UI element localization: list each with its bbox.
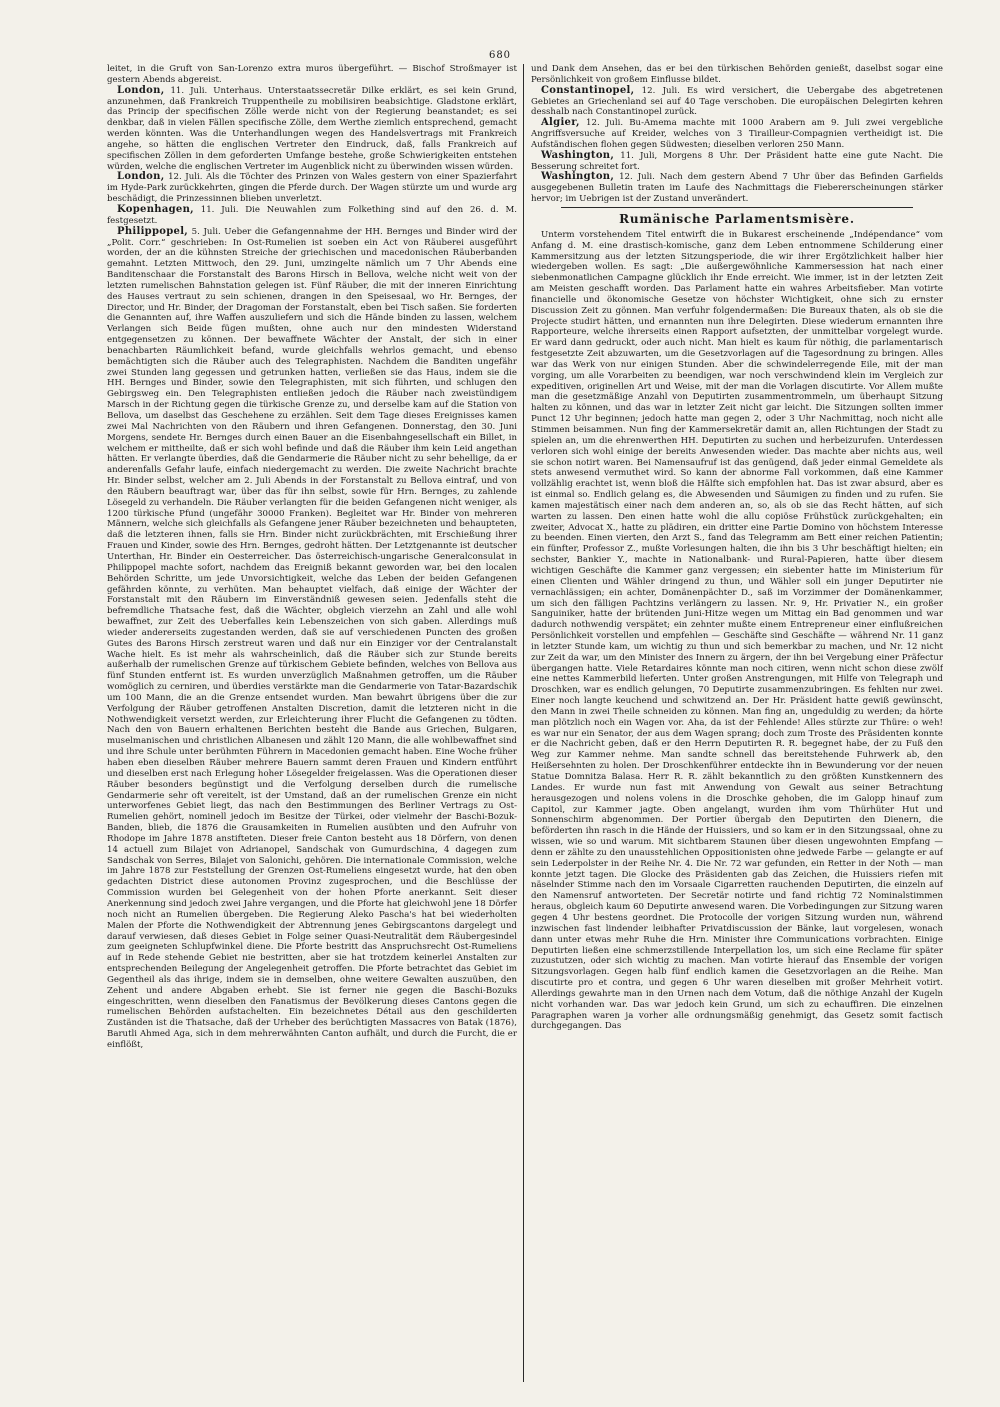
news-item [531, 118, 943, 151]
dateline: Kopenhagen, [117, 203, 194, 215]
dateline: Philippopel, [117, 225, 189, 237]
article-text: 5. Juli. Ueber die Gefangennahme der HH. Bernges und Binder wird der „Polit. Corr.“ geschrieben: In Ost-Rumelien ist soeben ein Act von Räuberei ausgeführt worden, der an die kühnsten Streiche der griechischen und macedonischen Räuberbanden gemahnt. Letzten Mittwoch, den 29. Juni, umzingelte nämlich um 7 Uhr Abends eine Banditenschaar die Forstanstalt des Barons Hirsch in Bellova, welche nicht weit von der letzten rumelischen Bahnstation gelegen ist. Fünf Räuber, die mit der inneren Einrichtung des Hauses vertraut zu sein schienen, drangen in den Speisesaal, wo Hr. Bernges, der Director, und Hr. Binder, der Dragoman der Forstanstalt, eben bei Tisch saßen. Sie forderten die Genannten auf, ihre Waffen auszuliefern und sich die Hände binden zu lassen, welchem Verlangen sich Beide fügen mußten, ohne auch nur den mindesten Widerstand entgegensetzen zu können. Der bewaffnete Wächter der Anstalt, der sich in einer benachbarten Räumlichkeit befand, wurde gleichfalls wehrlos gemacht, und ebenso bemächtigten sich die Räuber auch des Telegraphisten. Nachdem die Banditen ungefähr zwei Stunden lang gegessen und getrunken hatten, verließen sie das Haus, indem sie die HH. Bernges und Binder, sowie den Telegraphisten, mit sich führten, und schlugen den Gebirgsweg ein. Den Telegraphisten entließen jedoch die Räuber nach zweistündigem Marsch in der Richtung gegen die türkische Grenze zu, und derselbe kam auf die Station von Bellova, um daselbst das Geschehene zu erzählen. Seit dem Tage dieses Ereignisses kamen zwei Mal Nachrichten von den Räubern und ihren Gefangenen. Donnerstag, den 30. Juni Morgens, sendete Hr. Bernges durch einen Bauer an die Eisenbahngesellschaft ein Billet, in welchem er mittheilte, daß er sich wohl befinde und daß die Räuber ihm kein Leid angethan hätten. Er verlangte überdies, daß die Gendarmerie die Räuber nicht zu sehr behellige, da er anderenfalls Gefahr laufe, einfach niedergemacht zu werden. Die zweite Nachricht brachte Hr. Binder selbst, welcher am 2. Juli Abends in der Forstanstalt zu Bellova eintraf, und von den Räubern beauftragt war, über das für ihn selbst, sowie für Hrn. Bernges, zu zahlende Lösegeld zu verhandeln. Die Räuber verlangten für die beiden Gefangenen nicht weniger, als 1200 türkische Pfund (ungefähr 30000 Franken). Begleitet war Hr. Binder von mehreren Männern, welche sich gleichfalls als Gefangene jener Räuber bezeichneten und behaupteten, daß die letzteren ihnen, falls sie Hrn. Binder nicht zurückbrächten, mit Erschießung ihrer Frauen und Kinder, sowie des Hrn. Bernges, gedroht hätten. Der Letztgenannte ist deutscher Unterthan, Hr. Binder ein Oesterreicher. Das österreichisch-ungarische Generalconsulat in Philippopel machte sofort, nachdem das Ereigniß bekannt geworden war, bei den localen Behörden Schritte, um jede Unvorsichtigkeit, welche das Leben der beiden Gefangenen gefährden könnte, zu verhüten. Man behauptet vielfach, daß einige der Wächter der Forstanstalt mit den Räubern im Einverständniß gewesen seien. Jedenfalls steht die befremdliche Thatsache fest, daß die Wächter, obgleich vierzehn an Zahl und alle wohl bewaffnet, zur Zeit des Ueberfalles kein Lebenszeichen von sich gaben. Allerdings muß wieder andererseits zugestanden werden, daß sie auf verschiedenen Puncten des großen Gutes des Barons Hirsch zerstreut waren und daß nur ein Einziger vor der Centralanstalt Wache hielt. Es ist mehr als wahrscheinlich, daß die Räuber sich zur Stunde bereits außerhalb der rumelischen Grenze auf türkischem Gebiete befinden, welches von Bellova aus fünf Stunden entfernt ist. Es wurden unverzüglich Maßnahmen getroffen, um die Räuber womöglich zu cerniren, und überdies verstärkte man die Gendarmerie von Tatar-Bazardschik um 100 Mann, die an die Grenze entsendet wurden. Man bewahrt übrigens über die zur Verfolgung der Räuber getroffenen Anstalten Discretion, damit die letzteren nicht in die Nothwendigkeit versetzt werden, zur Erleichterung ihrer Flucht die Gefangenen zu tödten. Nach den von Bauern erhaltenen Berichten besteht die Bande aus Griechen, Bulgaren, muselmanischen und christlichen Albanesen und zählt 120 Mann, die alle wohlbewaffnet sind und ihre Schule unter berühmten Führern in Macedonien gemacht haben. Eine Woche früher haben eben dieselben Räuber mehrere Bauern sammt deren Frauen und Kindern entführt und dieselben erst nach Erlegung hoher Lösegelder freigelassen. Was die Operationen dieser Räuber besonders begünstigt und die Verfolgung derselben durch die rumelische Gendarmerie sehr oft vereitelt, ist der Umstand, daß an der rumelischen Grenze ein nicht unterworfenes Gebiet liegt, das nach den Bestimmungen des Berliner Vertrags zu Ost-Rumelien gehört, nominell jedoch im Besitze der Türkei, oder vielmehr der Baschi-Bozuk-Banden, blieb, die 1876 die Grausamkeiten in Rumelien ausübten und den Aufruhr von Rhodope im Jahre 1878 anstifteten. Dieser freie Canton besteht aus 18 Dörfern, von denen 14 actuell zum Bilajet von Adrianopel, Sandschak von Gumurdschina, 4 dagegen zum Sandschak von Serres, Bilajet von Salonichi, gehören. Die internationale Commission, welche im Jahre 1878 zur Feststellung der Grenzen Ost-Rumeliens eingesetzt wurde, hat den oben gedachten District diese autonomen Provinz zugesprochen, und die Beschlüsse der Commission wurden bei Gelegenheit von der hohen Pforte anerkannt. Seit dieser Anerkennung sind jedoch zwei Jahre vergangen, und die Pforte hat gleichwohl jene 18 Dörfer noch nicht an Rumelien übergeben. Die Regierung Aleko Pascha's hat bei wiederholten Malen der Pforte die Nothwendigkeit der Abtrennung jenes Gebirgscantons dargelegt und darauf verwiesen, daß dieses Gebiet in Folge seiner Quasi-Neutralität dem Räubergesindel zum geeigneten Schlupfwinkel diene. Die Pforte bestritt das Anspruchsrecht Ost-Rumeliens auf in Rede stehende Gebiet nie bestritten, aber sie hat trotzdem keinerlei Anstalten zur entsprechenden Beilegung der Angelegenheit getroffen. Die Pforte betrachtet das Gebiet im Gegentheil als das ihrige, indem sie in demselben, ohne weitere Gewalten auszuüben, den Zehent und andere Abgaben erhebt. Sie ist ferner nie gegen die Baschi-Bozuks eingeschritten, wenn dieselben den Fanatismus der Bevölkerung dieses Cantons gegen die rumelischen Behörden aufstachelten. Ein bezeichnetes Détail aus den geschilderten Zuständen ist die Thatsache, daß der Urheber des berüchtigten Massacres von Batak (1876), Barutli Ahmed Aga, sich in dem mehrerwähnten Canton aufhält, und durch die Furcht, die er einflößt, [107, 226, 517, 1050]
article-text: 11. Juli. Die Neuwahlen zum Folkething sind auf den 26. d. M. festgesetzt. [107, 204, 517, 226]
article-text: 12. Juli. Als die Töchter des Prinzen von Wales gestern von einer Spazierfahrt im Hyde-Park zurückkehrten, gingen die Pferde durch. Der Wagen stürzte um und wurde arg beschädigt, die Prinzessinnen blieben unverletzt. [107, 172, 517, 205]
dateline: Constantinopel, [541, 84, 635, 96]
news-item [107, 86, 517, 173]
news-item [107, 205, 517, 227]
dateline: London, [117, 171, 165, 183]
column-divider [523, 64, 524, 1382]
article-text: 12. Juli. Bu-Amema machte mit 1000 Arabern am 9. Juli zwei vergebliche Angriffsversuche auf Kreider, welches von 3 Tirailleur-Compagnien vertheidigt ist. Die Aufständischen flohen gegen Südwesten; dieselben verloren 250 Mann. [531, 118, 943, 150]
news-item [107, 227, 517, 1051]
article-text: und Dank dem Ansehen, das er bei den türkischen Behörden genießt, daselbst sogar eine Persönlichkeit von großem Einflusse bildet. [531, 64, 943, 85]
article-text: 12. Juli. Nach dem gestern Abend 7 Uhr über das Befinden Garfields ausgegebenen Bulletin traten im Laufe des Nachmittags die Fiebererscheinungen stärker hervor; im Uebrigen ist der Zustand unverändert. [531, 172, 943, 205]
feuilleton-text: Unterm vorstehendem Titel entwirft die in Bukarest erscheinende „Indépendance“ vom Anfang d. M. eine drastisch-komische, ganz dem Leben entnommene Schilderung einer Kammersitzung aus der letzten Sitzungsperiode, die wir ihrer Ergötzlichkeit halber hier wiedergeben wollen. Es sagt: „Die außergewöhnliche Kammersession hat nach einer siebenmonatlichen Campagne glücklich ihr Ende erreicht. Wie immer, ist in der letzten Zeit am Meisten geschafft worden. Das Parlament hatte ein wahres Arbeitsfieber. Man votirte financielle und ökonomische Gesetze von höchster Wichtigkeit, ohne sich zu ernster Discussion Zeit zu gönnen. Man verfuhr folgendermaßen: Die Bureaux thaten, als ob sie die Projecte studirt hätten, und ernannten nun ihre Delegirten. Diese wiederum ernannten ihre Rapporteure, welche ihrerseits einen Rapport aufsetzten, der unmittelbar vorgelegt wurde. Er ward dann gedruckt, oder auch nicht. Man hielt es kaum für nöthig, die parlamentarisch festgesetzte Zeit abzuwarten, um die Gesetzvorlagen auf die Tagesordnung zu bringen. Alles war das Werk von nur einigen Stunden. Aber die schwindelerregende Eile, mit der man vorging, um alle Vorarbeiten zu beendigen, war noch verschwindend klein im Vergleich zur expeditiven, originellen Art und Weise, mit der man die Vorlagen discutirte. Vor Allem mußte man die gesetzmäßige Anzahl von Deputirten zusammentrommeln, um überhaupt Sitzung halten zu können, und das war in letzter Zeit nicht gar leicht. Die Sitzungen sollten immer Punct 12 Uhr beginnen; jedoch hatte man gegen 2, oder 3 Uhr Nachmittag, noch nicht alle Stimmen beisammen. Nun fing der Kammersekretär damit an, allen Richtungen der Stadt zu spielen an, um die ehrenwerthen HH. Deputirten zu suchen und herbeizurufen. Unterdessen verloren sich wohl einige der bereits Anwesenden wieder. Das machte aber nichts aus, weil sie schon notirt waren. Bei Namensaufruf ist das genügend, daß jeder einmal Gemeldete als stets anwesend vermuthet wird. So kann der abnorme Fall vorkommen, daß eine Kammer vollzählig erachtet ist, wenn bloß die Hälfte sich empfohlen hat. Das ist zwar absurd, aber es ist einmal so. Endlich gelang es, die Abwesenden und Säumigen zu finden und zu rufen. Sie kamen majestätisch einer nach dem anderen an, so, als ob sie das Recht hätten, auf sich warten zu lassen. Den einen hatte wohl die allu copiöse Frühstück zurückgehalten; ein zweiter, Advocat X., hatte zu plädiren, ein dritter eine Partie Domino von höchstem Interesse zu beenden. Einen vierten, den Arzt S., fand das Telegramm am Bett einer reichen Patientin; ein fünfter, Professor Z., mußte Vorlesungen halten, die ihn bis 3 Uhr beschäftigt hielten; ein sechster, Bankier Y., machte in Nationalbank- und Rural-Papieren, hatte über diesem wichtigen Geschäfte die Kammer ganz vergessen; ein siebenter hatte im Ministerium für einen Clienten und Wähler dringend zu thun, und Wähler soll ein junger Deputirter nie vernachlässigen; ein achter, Domänenpächter D., saß im Vorzimmer der Domänenkammer, um sich den fälligen Pachtzins verlängern zu lassen. Nr. 9, Hr. Privatier N., ein großer Sanguiniker, hatte der brütenden Juni-Hitze wegen um Mittag ein Bad genommen und war dadurch nothwendig verspätet; ein zehnter mußte einem Entrepreneur einer einflußreichen Persönlichkeit vorstellen und empfehlen — Geschäfte sind Geschäfte — während Nr. 11 ganz in letzter Stunde kam, um wichtig zu thun und sich bemerkbar zu machen, und Nr. 12 nicht zur Zeit da war, um den Minister des Innern zu ärgern, der ihn bei Vergebung einer Präfectur übergangen hatte. Viele Retardaires könnte man noch citiren, wenn nicht schon diese zwölf eine nettes Kammerbild lieferten. Unter großen Anstrengungen, mit Hilfe von Telegraph und Droschken, war es endlich gelungen, 70 Deputirte zusammenzubringen. Es fehlten nur zwei. Einer noch langte keuchend und schwitzend an. Der Hr. Präsident hatte gewiß gewünscht, den Mann in zwei Theile schneiden zu können. Man fing an, ungeduldig zu werden; da hörte man plötzlich noch ein Wagen vor. Aha, da ist der Fehlende! Alles stürzte zur Thüre: o weh! es war nur ein Senator, der aus dem Wagen sprang; doch zum Troste des Präsidenten konnte er die Nachricht geben, daß er den Herrn Deputirten R. R. begegnet habe, der zu Fuß den Weg zur Kammer nehme. Man sandte schnell das bereitstehende Fuhrwerk ab, den Heißersehnten zu holen. Der Droschkenführer entdeckte ihn in Bewunderung vor der neuen Statue Domnitza Balasa. Herr R. R. zählt bekanntlich zu den größten Kunstkennern des Landes. Er wurde nun fast mit Anwendung von Gewalt aus seiner Betrachtung herausgezogen und nolens volens in die Droschke gehoben, die im Galopp hinauf zum Capitol, zur Kammer jagte. Oben angelangt, wurden ihm vom Thürhüter Hut und Sonnenschirm abgenommen. Der Portier übergab den Deputirten den Dienern, die beförderten ihn rasch in die Hände der Huissiers, und so kam er in den Sitzungssaal, ohne zu wissen, wie so und warum. Mit sichtbarem Staunen über diesen ungewohnten Empfang — denn er zählte zu den unausstehlichen Oppositionisten ohne jedwede Farbe — gelangte er auf sein Lederpolster in der Reihe Nr. 4. Die Nr. 72 war gefunden, ein Retter in der Noth — man konnte jetzt tagen. Die Glocke des Präsidenten gab das Zeichen, die Huissiers riefen mit näselnder Stimme nach den im Vorsaale Cigarretten rauchenden Deputirten, die einzeln auf den Namensruf antworteten. Der Secretär notirte und fand richtig 72 Nominalstimmen heraus, obgleich kaum 60 Deputirte anwesend waren. Die Vorbedingungen zur Sitzung waren gegen 4 Uhr bestens geordnet. Die Protocolle der vorigen Sitzung wurden nun, während inzwischen fast lindender leibhafter Privatdiscussion der Bänke, laut vorgelesen, wonach dann unter etwas mehr Ruhe die Hrn. Minister ihre Communications vorbrachten. Einige Deputirten ließen eine schmerzstillende Interpellation los, um sich eine Reclame für später zuzustutzen, oder sich wichtig zu machen. Man votirte hierauf das Ensemble der vorigen Sitzungsvorlagen. Gegen halb fünf endlich kamen die Gesetzvorlagen an die Reihe. Man discutirte pro et contra, und gegen 6 Uhr waren dieselben mit großer Mehrheit votirt. Allerdings gewahrte man in den Urnen nach dem Votum, daß die nöthige Anzahl der Kugeln nicht vorhanden war. Das war jedoch kein Grund, um sich zu echauffiren. Die einzelnen Paragraphen waren ja vorher alle ordnungsmäßig genehmigt, das Gesetz somit factisch durchgegangen. Das [531, 229, 943, 1032]
news-item [107, 172, 517, 205]
article-text: leitet, in die Gruft von San-Lorenzo extra muros übergeführt. — Bischof Stroßmayer ist gestern Abends abgereist. [107, 64, 517, 85]
article-text: 11. Juli. Unterhaus. Unterstaatssecretär Dilke erklärt, es sei kein Grund, anzunehmen, daß Frankreich Truppentheile zu mobilisiren beabsichtige. Gladstone erklärt, das Princip der specifischen Zölle werde nicht von der Regierung beanstandet; es sei denkbar, daß in vielen Fällen specifische Zölle, dem Werthe ziemlich entsprechend, gemacht werden könnten. Was die Unterhandlungen wegen des Handelsvertrags mit Frankreich angehe, so hätten die englischen Vertreter den Eindruck, daß, falls Frankreich auf specifischen Zöllen in dem geforderten Umfange bestehe, große Schwierigkeiten entstehen würden, welche die englischen Vertreter im Augenblick nicht zu überwinden wissen würden. [107, 85, 517, 172]
page-number: 680 [488, 50, 512, 61]
right-column [531, 64, 943, 1382]
section-rule [561, 207, 913, 208]
news-item [531, 151, 943, 173]
dateline: London, [117, 84, 165, 96]
article-text: 11. Juli, Morgens 8 Uhr. Der Präsident hatte eine gute Nacht. Die Besserung schreitet fort. [531, 150, 943, 172]
news-item [531, 86, 943, 119]
dateline: Washington, [541, 149, 615, 161]
dateline: Washington, [541, 171, 615, 183]
section-title: Rumänische Parlamentsmisère. [619, 211, 855, 226]
article-text: 12. Juli. Es wird versichert, die Uebergabe des abgetretenen Gebietes an Griechenland sei auf 40 Tage verschoben. Die europäischen Delegirten kehren desshalb nach Constantinopel zurück. [531, 85, 943, 118]
left-column [107, 64, 517, 1382]
news-item [531, 172, 943, 205]
dateline: Algier, [541, 117, 580, 129]
